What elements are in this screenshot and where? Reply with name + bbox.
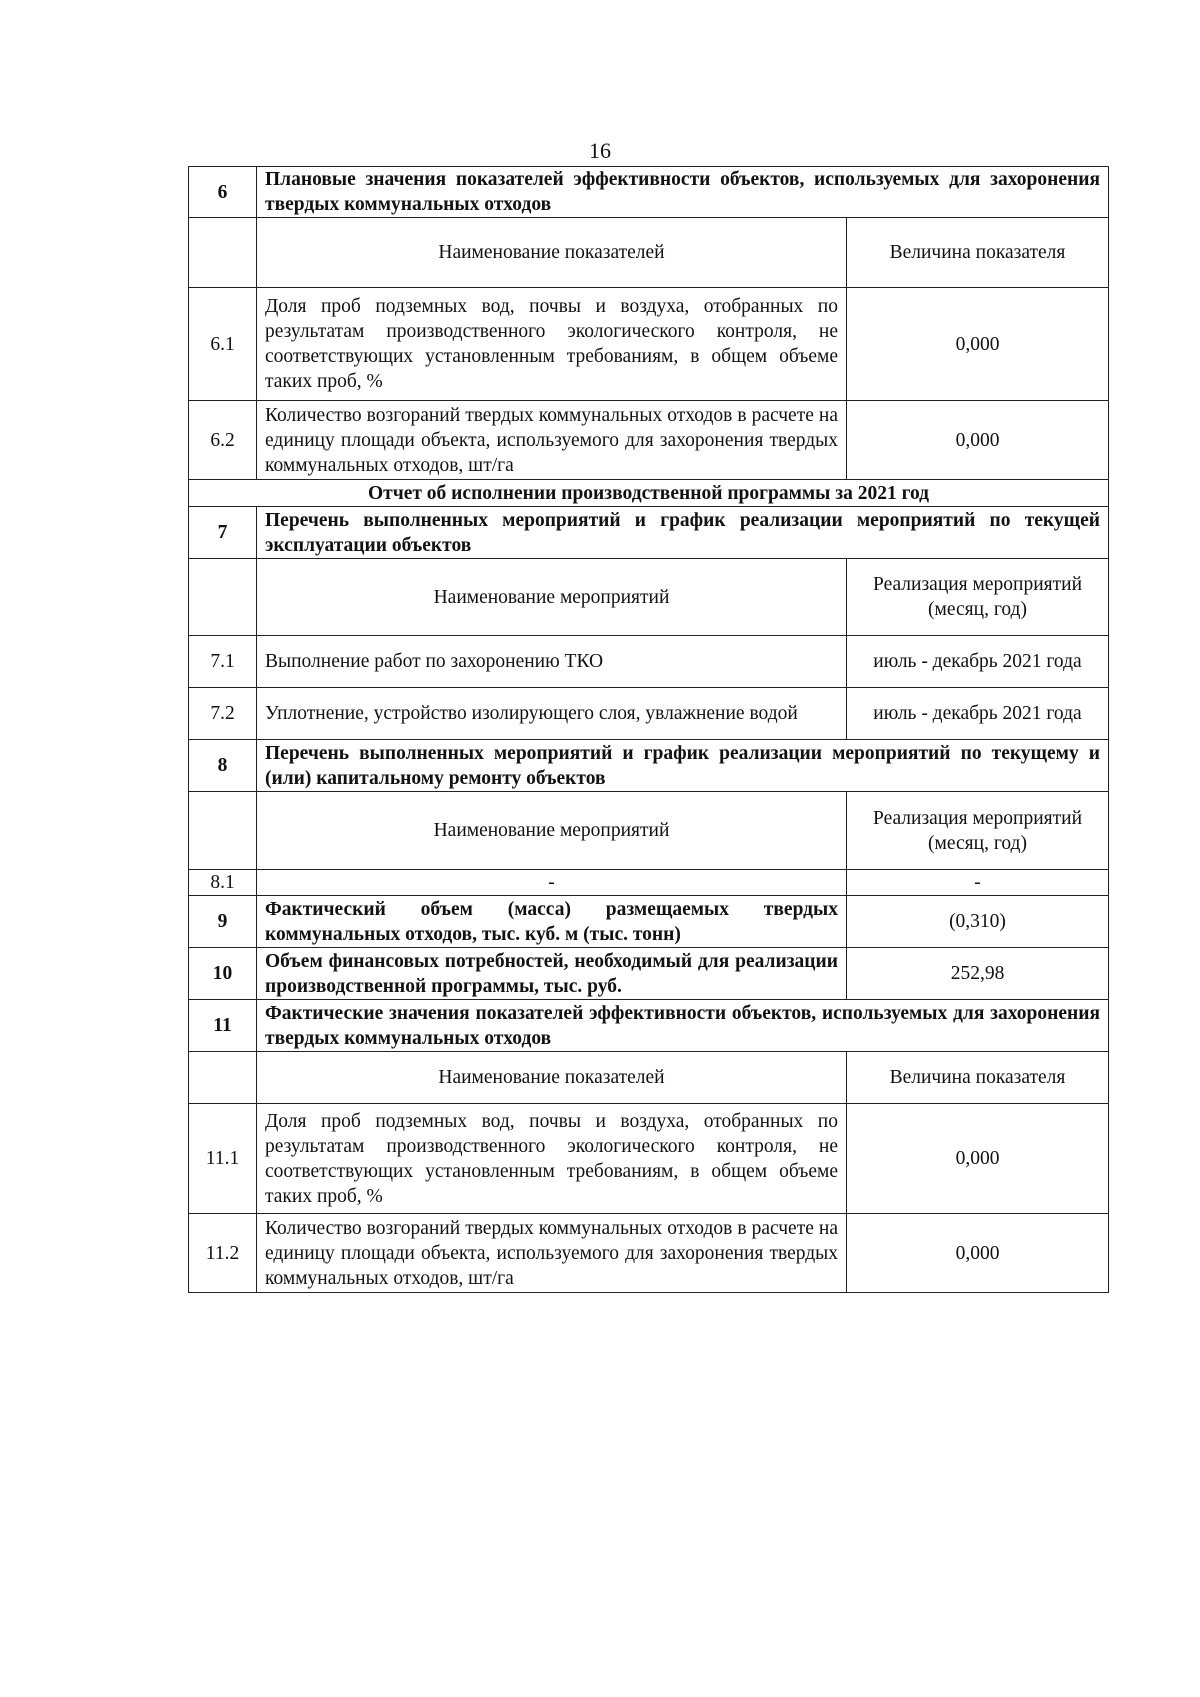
row-text: -	[257, 870, 847, 896]
row-value: 0,000	[847, 1104, 1109, 1214]
section-number: 10	[189, 948, 257, 1000]
row-value: июль - декабрь 2021 года	[847, 688, 1109, 740]
column-header-name: Наименование мероприятий	[257, 792, 847, 870]
table-row	[189, 688, 1109, 740]
empty-cell	[189, 1052, 257, 1104]
section-8-header	[189, 740, 1109, 792]
row-number: 11.2	[189, 1214, 257, 1293]
report-title-row	[189, 480, 1109, 507]
row-number: 6.2	[189, 401, 257, 480]
row-text: Количество возгораний твердых коммунальных отходов в расчете на единицу площади объекта, используемого для захоронения твердых коммунальных отходов, шт/га	[257, 401, 847, 480]
section-title: Плановые значения показателей эффективности объектов, используемых для захоронения твердых коммунальных отходов	[257, 167, 1109, 218]
empty-cell	[189, 559, 257, 636]
column-header-value: Реализация мероприятий (месяц, год)	[847, 792, 1109, 870]
column-header-value: Величина показателя	[847, 1052, 1109, 1104]
table-row	[189, 401, 1109, 480]
column-header-row	[189, 792, 1109, 870]
section-7-header	[189, 507, 1109, 559]
report-title: Отчет об исполнении производственной программы за 2021 год	[189, 480, 1109, 507]
table-row	[189, 1104, 1109, 1214]
section-number: 7	[189, 507, 257, 559]
row-number: 7.2	[189, 688, 257, 740]
row-text: Фактический объем (масса) размещаемых твердых коммунальных отходов, тыс. куб. м (тыс. тонн)	[257, 896, 847, 948]
table-row	[189, 1214, 1109, 1293]
row-number: 8.1	[189, 870, 257, 896]
section-10-row	[189, 948, 1109, 1000]
section-11-header	[189, 1000, 1109, 1052]
row-text: Уплотнение, устройство изолирующего слоя, увлажнение водой	[257, 688, 847, 740]
row-text: Доля проб подземных вод, почвы и воздуха, отобранных по результатам производственного экологического контроля, не соответствующих установленным требованиям, в общем объеме таких проб, %	[257, 1104, 847, 1214]
row-number: 7.1	[189, 636, 257, 688]
page-number: 16	[589, 138, 611, 163]
program-table	[188, 166, 1109, 1293]
column-header-row	[189, 1052, 1109, 1104]
row-text: Выполнение работ по захоронению ТКО	[257, 636, 847, 688]
table-row	[189, 870, 1109, 896]
table-row	[189, 288, 1109, 401]
section-title: Перечень выполненных мероприятий и график реализации мероприятий по текущей эксплуатации объектов	[257, 507, 1109, 559]
section-number: 11	[189, 1000, 257, 1052]
section-6-header	[189, 167, 1109, 218]
column-header-name: Наименование показателей	[257, 1052, 847, 1104]
row-number: 11.1	[189, 1104, 257, 1214]
table-row	[189, 636, 1109, 688]
column-header-row	[189, 559, 1109, 636]
empty-cell	[189, 792, 257, 870]
column-header-value: Величина показателя	[847, 218, 1109, 288]
section-title: Фактические значения показателей эффективности объектов, используемых для захоронения твердых коммунальных отходов	[257, 1000, 1109, 1052]
row-value: 252,98	[847, 948, 1109, 1000]
row-value: 0,000	[847, 1214, 1109, 1293]
row-text: Количество возгораний твердых коммунальных отходов в расчете на единицу площади объекта, используемого для захоронения твердых коммунальных отходов, шт/га	[257, 1214, 847, 1293]
row-value: (0,310)	[847, 896, 1109, 948]
row-value: июль - декабрь 2021 года	[847, 636, 1109, 688]
row-value: -	[847, 870, 1109, 896]
row-text: Доля проб подземных вод, почвы и воздуха, отобранных по результатам производственного экологического контроля, не соответствующих установленным требованиям, в общем объеме таких проб, %	[257, 288, 847, 401]
column-header-name: Наименование показателей	[257, 218, 847, 288]
section-number: 8	[189, 740, 257, 792]
section-number: 9	[189, 896, 257, 948]
row-value: 0,000	[847, 288, 1109, 401]
empty-cell	[189, 218, 257, 288]
column-header-name: Наименование мероприятий	[257, 559, 847, 636]
row-number: 6.1	[189, 288, 257, 401]
section-title: Перечень выполненных мероприятий и график реализации мероприятий по текущему и (или) капитальному ремонту объектов	[257, 740, 1109, 792]
row-value: 0,000	[847, 401, 1109, 480]
row-text: Объем финансовых потребностей, необходимый для реализации производственной программы, тыс. руб.	[257, 948, 847, 1000]
section-9-row	[189, 896, 1109, 948]
section-number: 6	[189, 167, 257, 218]
column-header-value: Реализация мероприятий (месяц, год)	[847, 559, 1109, 636]
column-header-row	[189, 218, 1109, 288]
